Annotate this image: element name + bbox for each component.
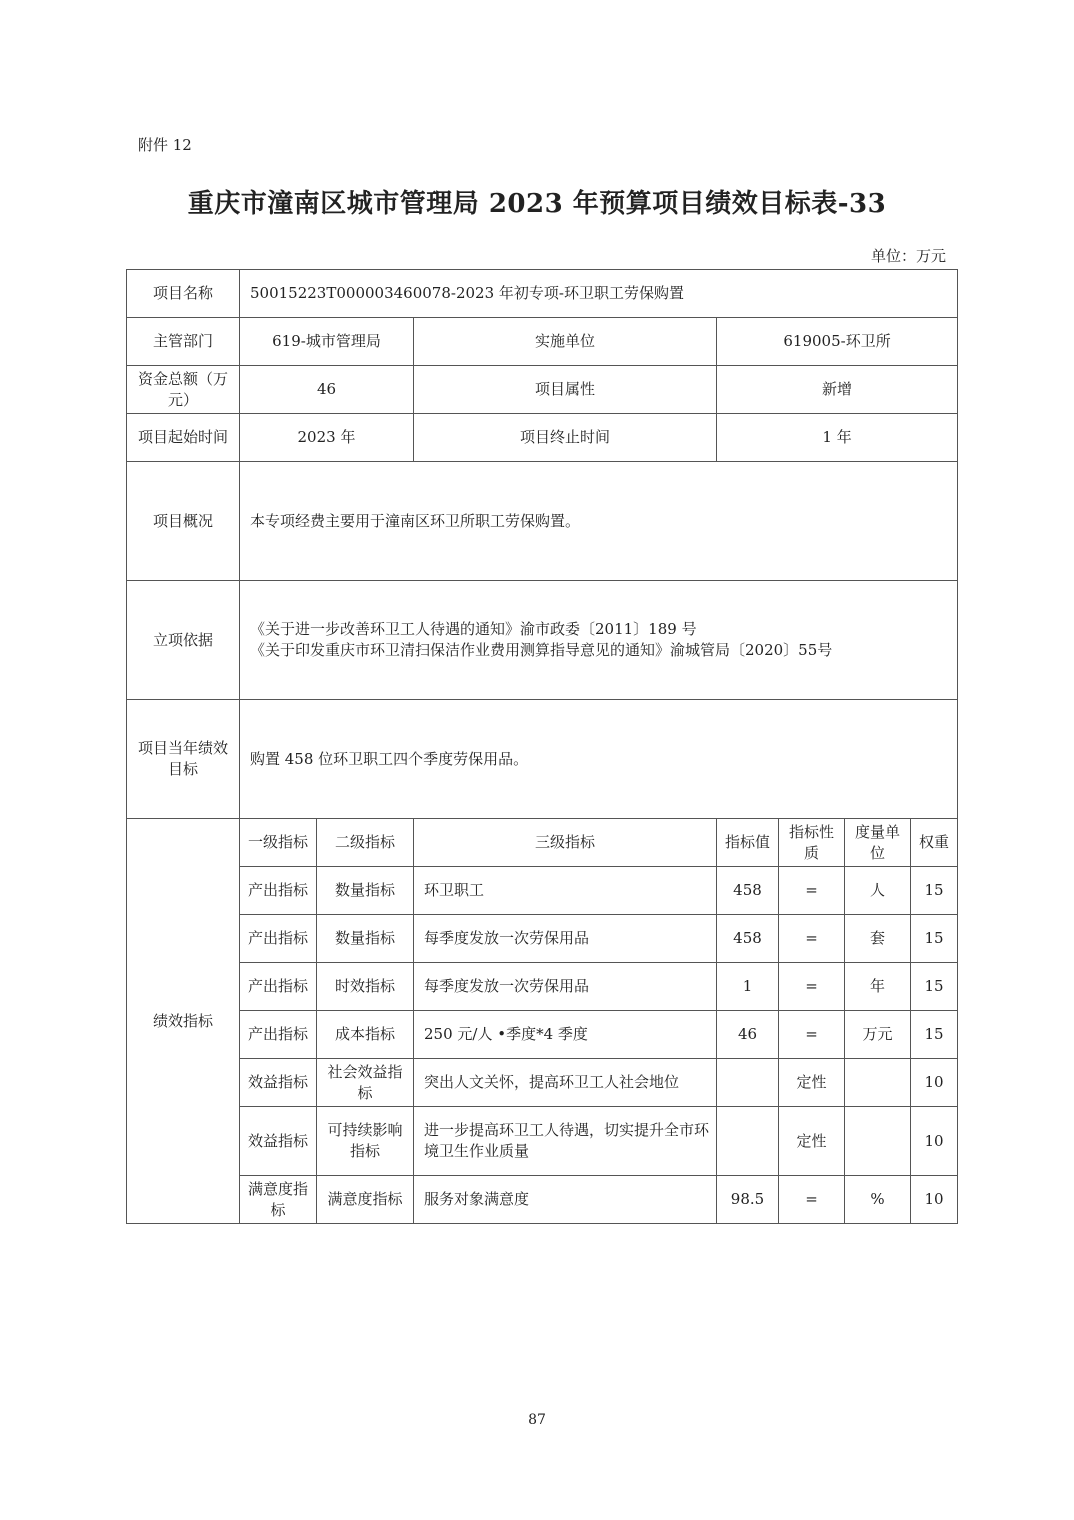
basis-line-1: 《关于进一步改善环卫工人待遇的通知》渝市政委〔2011〕189 号 (250, 620, 697, 638)
unit-label: 单位：万元 (870, 247, 946, 265)
level3-cell: 突出人文关怀，提高环卫工人社会地位 (414, 1059, 717, 1107)
row-project-name (127, 270, 958, 318)
level3-cell: 每季度发放一次劳保用品 (414, 963, 717, 1011)
header-level3: 三级指标 (414, 819, 717, 867)
level2-cell: 满意度指标 (317, 1176, 414, 1224)
weight-cell: 10 (911, 1059, 958, 1107)
value-cell (717, 1107, 779, 1176)
nature-cell: = (779, 1176, 845, 1224)
impl-label: 实施单位 (414, 318, 717, 366)
unit-cell: % (845, 1176, 911, 1224)
goal-label: 项目当年绩效目标 (127, 700, 240, 819)
level2-cell: 时效指标 (317, 963, 414, 1011)
level3-cell: 每季度发放一次劳保用品 (414, 915, 717, 963)
level3-cell: 环卫职工 (414, 867, 717, 915)
perf-label: 绩效指标 (127, 819, 240, 1224)
unit-cell: 人 (845, 867, 911, 915)
header-unit: 度量单位 (845, 819, 911, 867)
level3-cell: 进一步提高环卫工人待遇，切实提升全市环境卫生作业质量 (414, 1107, 717, 1176)
row-time (127, 414, 958, 462)
row-goal (127, 700, 958, 819)
weight-cell: 15 (911, 915, 958, 963)
level1-cell: 效益指标 (240, 1059, 317, 1107)
unit-cell: 套 (845, 915, 911, 963)
table-row (127, 1011, 958, 1059)
perf-header-row (127, 819, 958, 867)
attachment-label: 附件 12 (138, 136, 192, 154)
level1-cell: 产出指标 (240, 867, 317, 915)
weight-cell: 10 (911, 1107, 958, 1176)
value-cell (717, 1059, 779, 1107)
weight-cell: 15 (911, 1011, 958, 1059)
overview-label: 项目概况 (127, 462, 240, 581)
project-name-label: 项目名称 (127, 270, 240, 318)
level3-cell: 250 元/人 •季度*4 季度 (414, 1011, 717, 1059)
level3-cell: 服务对象满意度 (414, 1176, 717, 1224)
page-number: 87 (528, 1412, 546, 1428)
fund-label: 资金总额（万元） (127, 366, 240, 414)
table-row (127, 867, 958, 915)
attr-value: 新增 (717, 366, 958, 414)
end-label: 项目终止时间 (414, 414, 717, 462)
weight-cell: 10 (911, 1176, 958, 1224)
end-value: 1 年 (717, 414, 958, 462)
nature-cell: = (779, 915, 845, 963)
nature-cell: = (779, 1011, 845, 1059)
nature-cell: 定性 (779, 1059, 845, 1107)
value-cell: 458 (717, 915, 779, 963)
overview-value: 本专项经费主要用于潼南区环卫所职工劳保购置。 (240, 462, 958, 581)
unit-cell: 年 (845, 963, 911, 1011)
level1-cell: 产出指标 (240, 915, 317, 963)
header-nature: 指标性质 (779, 819, 845, 867)
level1-cell: 产出指标 (240, 1011, 317, 1059)
table-row (127, 915, 958, 963)
performance-table (126, 269, 958, 1224)
nature-cell: = (779, 963, 845, 1011)
level2-cell: 数量指标 (317, 867, 414, 915)
weight-cell: 15 (911, 867, 958, 915)
dept-value: 619-城市管理局 (240, 318, 414, 366)
unit-cell: 万元 (845, 1011, 911, 1059)
page-title: 重庆市潼南区城市管理局 2023 年预算项目绩效目标表-33 (187, 189, 887, 219)
value-cell: 1 (717, 963, 779, 1011)
level1-cell: 满意度指标 (240, 1176, 317, 1224)
value-cell: 98.5 (717, 1176, 779, 1224)
nature-cell: 定性 (779, 1107, 845, 1176)
unit-cell (845, 1059, 911, 1107)
basis-value (240, 581, 958, 700)
impl-value: 619005-环卫所 (717, 318, 958, 366)
table-row (127, 1059, 958, 1107)
level1-cell: 产出指标 (240, 963, 317, 1011)
basis-line-2: 《关于印发重庆市环卫清扫保洁作业费用测算指导意见的通知》渝城管局〔2020〕55号 (250, 641, 833, 659)
row-fund (127, 366, 958, 414)
header-weight: 权重 (911, 819, 958, 867)
weight-cell: 15 (911, 963, 958, 1011)
unit-cell (845, 1107, 911, 1176)
level2-cell: 可持续影响指标 (317, 1107, 414, 1176)
table-row (127, 963, 958, 1011)
start-value: 2023 年 (240, 414, 414, 462)
project-name-value: 50015223T000003460078-2023 年初专项-环卫职工劳保购置 (240, 270, 958, 318)
level2-cell: 数量指标 (317, 915, 414, 963)
row-department (127, 318, 958, 366)
basis-label: 立项依据 (127, 581, 240, 700)
dept-label: 主管部门 (127, 318, 240, 366)
attr-label: 项目属性 (414, 366, 717, 414)
level2-cell: 成本指标 (317, 1011, 414, 1059)
table-row (127, 1107, 958, 1176)
table-row (127, 1176, 958, 1224)
header-level1: 一级指标 (240, 819, 317, 867)
fund-value: 46 (240, 366, 414, 414)
value-cell: 46 (717, 1011, 779, 1059)
level1-cell: 效益指标 (240, 1107, 317, 1176)
level2-cell: 社会效益指标 (317, 1059, 414, 1107)
header-value: 指标值 (717, 819, 779, 867)
row-overview (127, 462, 958, 581)
start-label: 项目起始时间 (127, 414, 240, 462)
value-cell: 458 (717, 867, 779, 915)
goal-value: 购置 458 位环卫职工四个季度劳保用品。 (240, 700, 958, 819)
header-level2: 二级指标 (317, 819, 414, 867)
row-basis (127, 581, 958, 700)
nature-cell: = (779, 867, 845, 915)
